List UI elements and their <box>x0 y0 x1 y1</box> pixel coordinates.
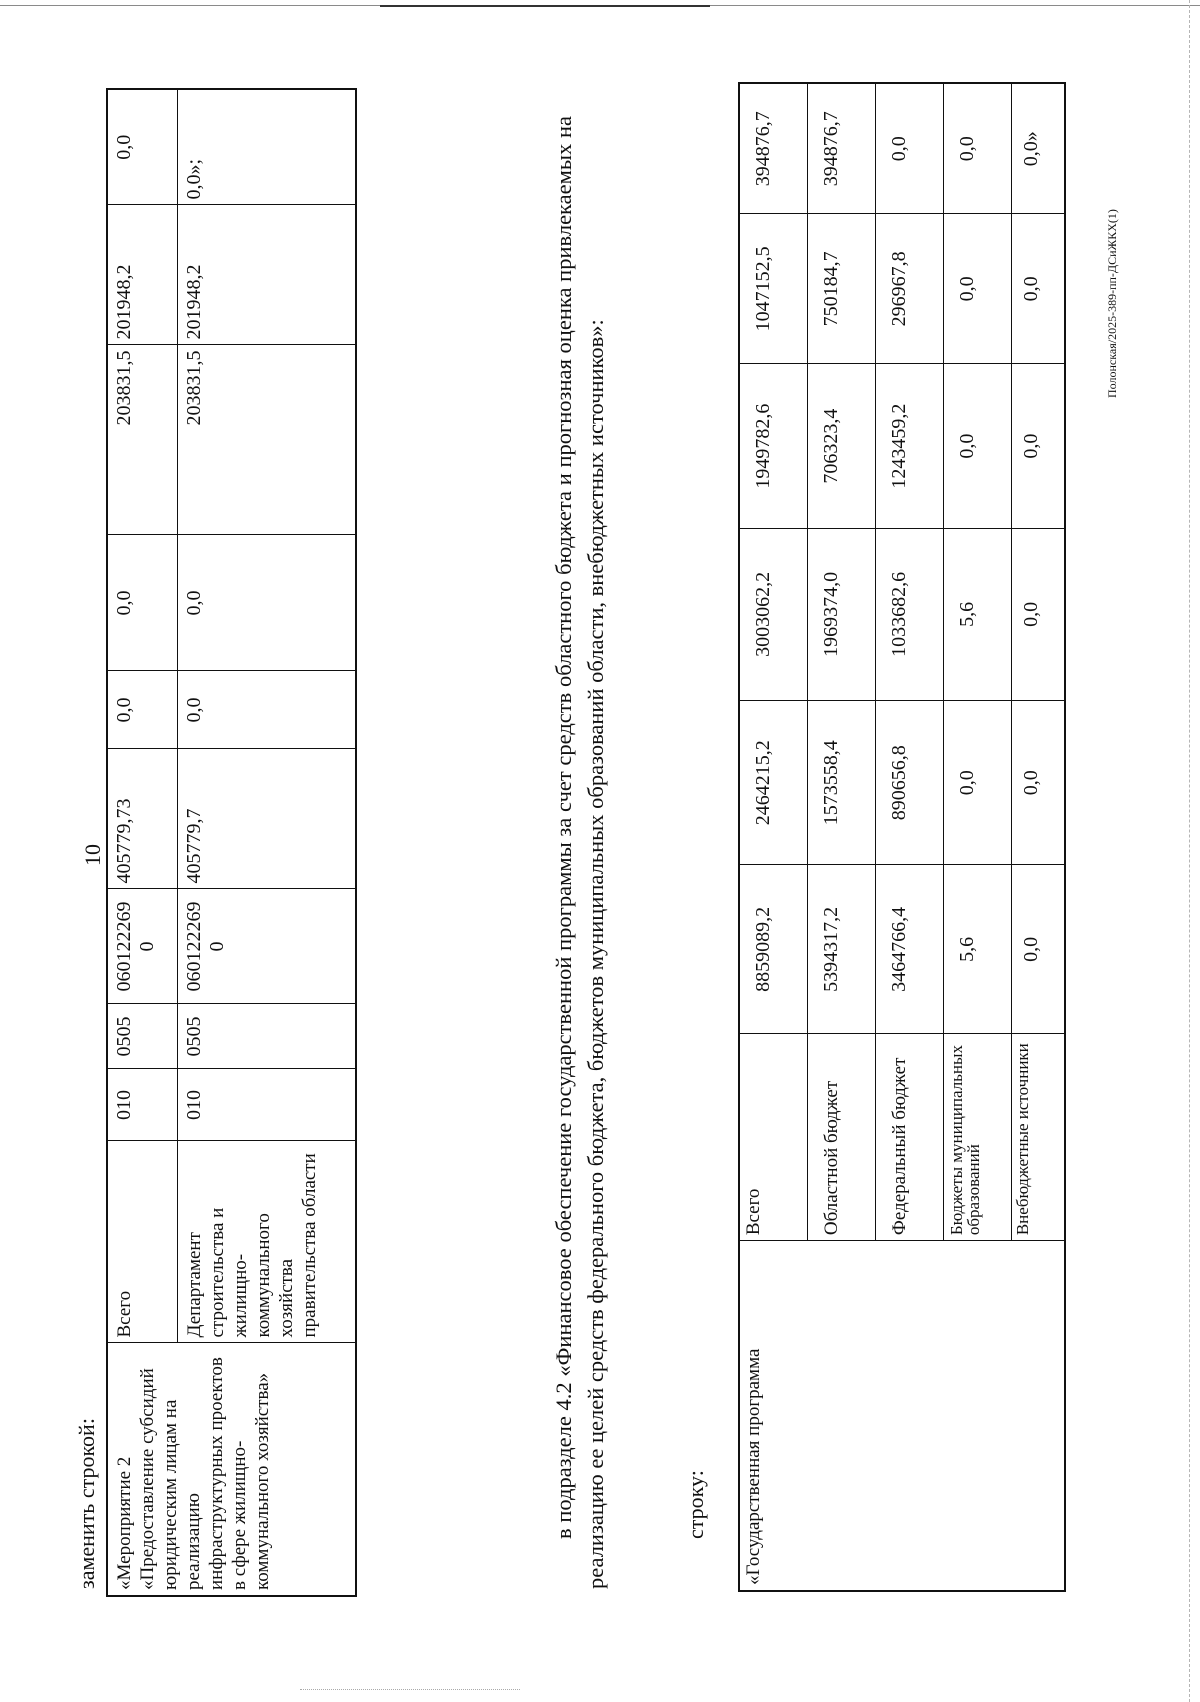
value-cell: 0,0 <box>1012 700 1066 865</box>
page-number: 10 <box>80 844 105 866</box>
source-cell: Департамент строительства и жилищно-коммунального хозяйства правительства области <box>178 1141 357 1343</box>
grbs-cell: 010 <box>178 1069 357 1141</box>
grbs-cell: 010 <box>107 1069 178 1141</box>
value-cell: 2464215,2 <box>739 700 808 865</box>
value-cell: 1573558,4 <box>808 700 876 865</box>
program-name: «Государственная программа <box>739 1241 1065 1591</box>
csr-cell: 060122269 0 <box>107 889 178 1004</box>
value-cell: 296967,8 <box>876 214 944 364</box>
value-cell: 3003062,2 <box>739 528 808 700</box>
source-cell: Всего <box>107 1141 178 1343</box>
value-cell: 201948,2 <box>107 205 178 345</box>
value-cell: 1033682,6 <box>876 528 944 700</box>
value-cell: 0,0 <box>107 535 178 671</box>
value-cell: 5,6 <box>944 528 1012 700</box>
rzpr-cell: 0505 <box>107 1004 178 1069</box>
source-cell: Всего <box>739 1034 808 1241</box>
value-cell: 890656,8 <box>876 700 944 865</box>
table-row <box>739 83 808 1591</box>
value-cell: 0,0 <box>1012 528 1066 700</box>
value-cell: 3464766,4 <box>876 865 944 1034</box>
value-cell: 394876,7 <box>739 83 808 214</box>
value-cell: 203831,5 <box>178 345 357 535</box>
financing-table <box>738 82 1066 1592</box>
value-cell: 8859089,2 <box>739 865 808 1034</box>
measure-name: «Мероприятие 2 «Предоставление субсидий юридическим лицам на реализацию инфраструктурных проектов в сфере жилищно-коммунального хозяйства» <box>107 1343 356 1596</box>
value-cell: 203831,5 <box>107 345 178 535</box>
value-cell: 0,0 <box>944 700 1012 865</box>
value-cell: 394876,7 <box>808 83 876 214</box>
amendment-paragraph <box>548 116 612 1589</box>
value-cell: 405779,73 <box>107 749 178 889</box>
value-cell: 0,0 <box>107 89 178 205</box>
value-cell: 0,0 <box>1012 865 1066 1034</box>
table-row <box>107 89 178 1596</box>
label-replace-with-row: заменить строкой: <box>74 1418 99 1589</box>
value-cell: 750184,7 <box>808 214 876 364</box>
source-cell: Федеральный бюджет <box>876 1034 944 1241</box>
source-cell: Областной бюджет <box>808 1034 876 1241</box>
value-cell: 405779,7 <box>178 749 357 889</box>
value-cell: 0,0»; <box>178 89 357 205</box>
paragraph-text: в подразделе 4.2 «Финансовое обеспечение государственной программы за счет средств областного бюджета и прогнозная оценка привлекаемых на реализацию ее целей средств федерального бюджета, бюджетов муниципальных образований области, внебюджетных источников»: <box>551 116 608 1589</box>
csr-cell: 060122269 0 <box>178 889 357 1004</box>
replacement-row-table <box>106 88 357 1597</box>
value-cell: 1047152,5 <box>739 214 808 364</box>
rzpr-cell: 0505 <box>178 1004 357 1069</box>
document-footer-code: Полонская/2025-389-пп-ДСиЖКХ(1) <box>1105 209 1119 398</box>
value-cell: 0,0 <box>944 364 1012 529</box>
value-cell: 1969374,0 <box>808 528 876 700</box>
value-cell: 0,0 <box>178 671 357 749</box>
value-cell: 0,0 <box>1012 364 1066 529</box>
label-string: строку: <box>683 1470 708 1539</box>
value-cell: 706323,4 <box>808 364 876 529</box>
value-cell: 0,0 <box>1012 214 1066 364</box>
value-cell: 0,0» <box>1012 83 1066 214</box>
value-cell: 0,0 <box>178 535 357 671</box>
value-cell: 5,6 <box>944 865 1012 1034</box>
value-cell: 0,0 <box>107 671 178 749</box>
value-cell: 1949782,6 <box>739 364 808 529</box>
source-cell: Бюджеты муниципальных образований <box>944 1034 1012 1241</box>
value-cell: 0,0 <box>876 83 944 214</box>
value-cell: 201948,2 <box>178 205 357 345</box>
source-cell: Внебюджетные источники <box>1012 1034 1066 1241</box>
value-cell: 0,0 <box>944 214 1012 364</box>
value-cell: 0,0 <box>944 83 1012 214</box>
value-cell: 1243459,2 <box>876 364 944 529</box>
value-cell: 5394317,2 <box>808 865 876 1034</box>
